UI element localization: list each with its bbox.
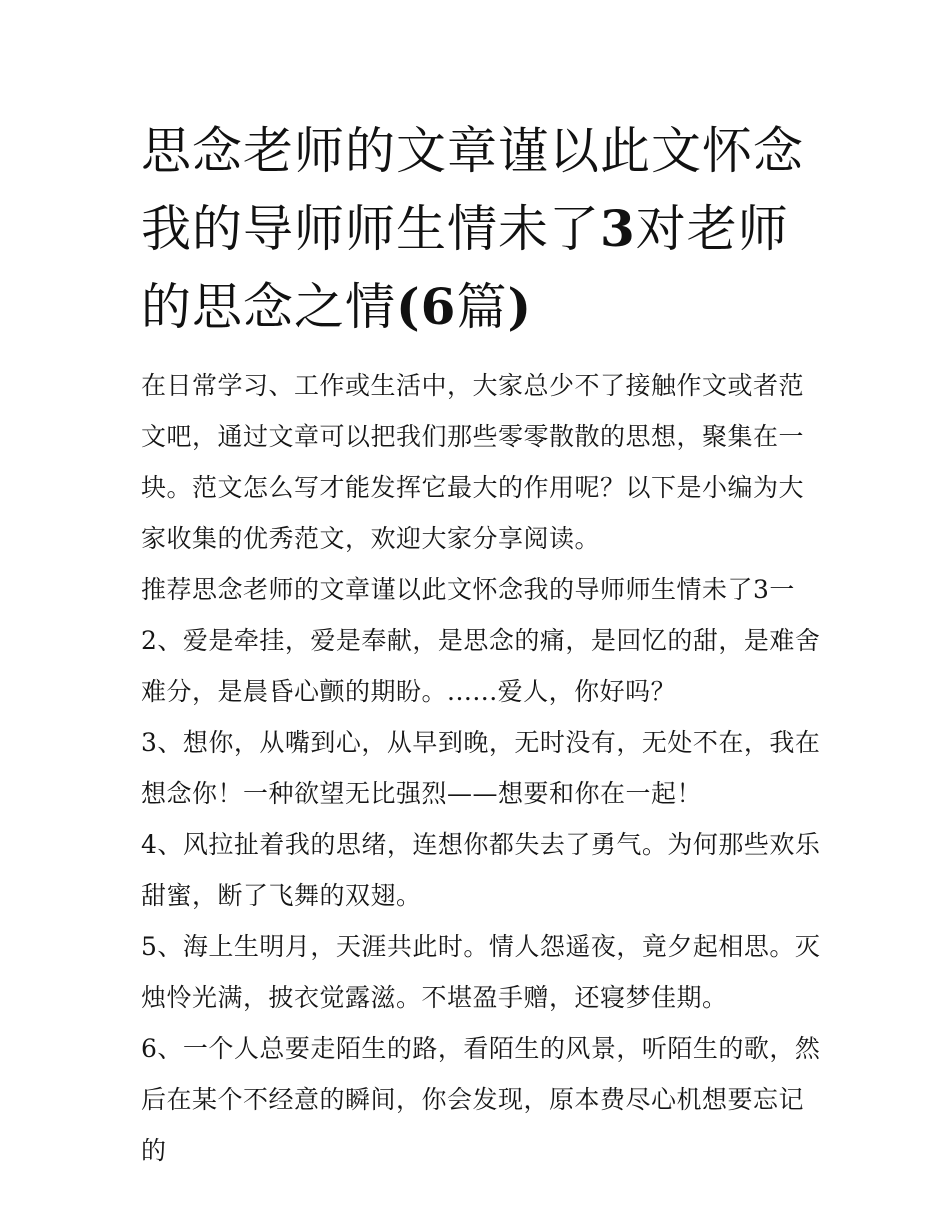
document-body — [141, 360, 821, 1176]
paragraph-item-5: 5、海上生明月，天涯共此时。情人怨遥夜，竟夕起相思。灭烛怜光满，披衣觉露滋。不堪盈手赠，还寝梦佳期。 — [141, 932, 821, 1012]
paragraph-recommend: 推荐思念老师的文章谨以此文怀念我的导师师生情未了3一 — [141, 575, 795, 604]
paragraph-item-6: 6、一个人总要走陌生的路，看陌生的风景，听陌生的歌，然后在某个不经意的瞬间，你会发现，原本费尽心机想要忘记的 — [141, 1034, 821, 1165]
paragraph-item-2: 2、爱是牵挂，爱是奉献，是思念的痛，是回忆的甜，是难舍难分，是晨昏心颤的期盼。......爱人，你好吗？ — [141, 626, 821, 706]
title-numeral: ) — [507, 277, 533, 336]
document-page — [141, 112, 821, 1176]
document-title: 思念老师的文章谨以此文怀念我的导师师生情未了3对老师的思念之情(6篇) — [141, 122, 804, 336]
paragraph-item-3: 3、想你，从嘴到心，从早到晚，无时没有，无处不在，我在想念你！一种欲望无比强烈——想要和你在一起！ — [141, 728, 821, 808]
title-numeral: (6 — [396, 277, 457, 336]
paragraph-item-4: 4、风拉扯着我的思绪，连想你都失去了勇气。为何那些欢乐甜蜜，断了飞舞的双翅。 — [141, 830, 821, 910]
title-numeral: 3 — [600, 199, 636, 258]
paragraph-intro: 在日常学习、工作或生活中，大家总少不了接触作文或者范文吧，通过文章可以把我们那些零零散散的思想，聚集在一块。范文怎么写才能发挥它最大的作用呢？以下是小编为大家收集的优秀范文，欢迎大家分享阅读。 — [141, 371, 805, 553]
